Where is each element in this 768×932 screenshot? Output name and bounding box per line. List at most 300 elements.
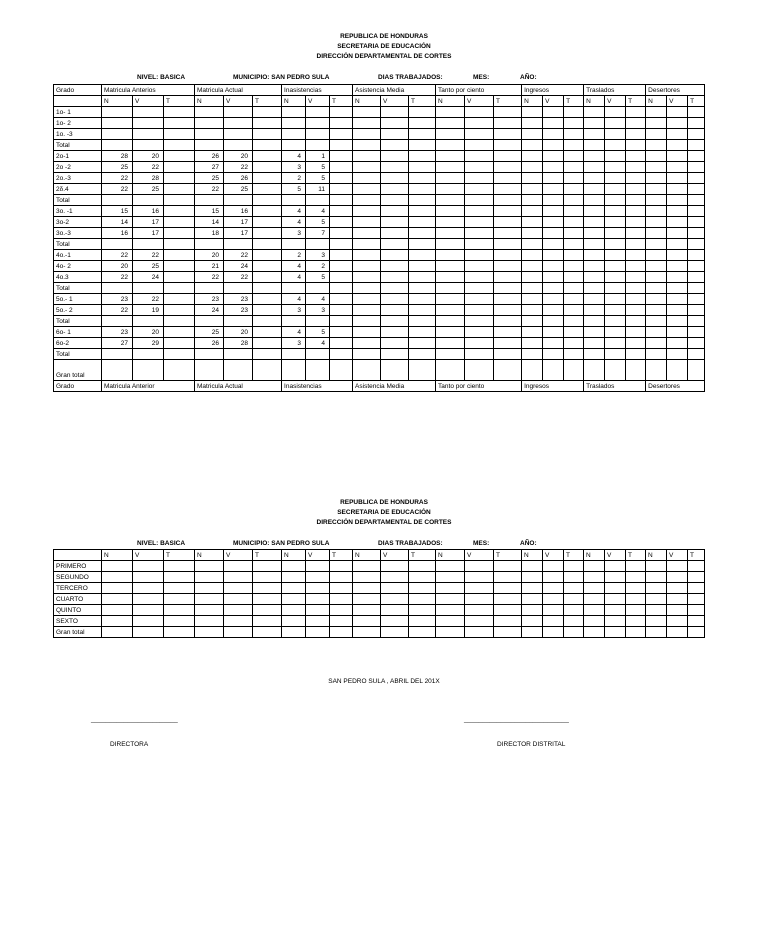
empty-cell <box>543 305 564 316</box>
value-cell <box>224 129 253 140</box>
empty-cell <box>605 338 626 349</box>
value-cell: 17 <box>224 217 253 228</box>
empty-cell <box>409 118 436 129</box>
empty-cell <box>465 239 494 250</box>
empty-cell <box>646 250 667 261</box>
grade-level-cell: PRIMERO <box>54 561 102 572</box>
empty-cell <box>626 195 646 206</box>
empty-cell <box>543 195 564 206</box>
empty-cell <box>688 616 705 627</box>
grade-cell: Total <box>54 239 102 250</box>
empty-cell <box>436 283 465 294</box>
value-cell <box>102 118 133 129</box>
value-cell <box>224 283 253 294</box>
empty-cell <box>465 272 494 283</box>
empty-cell <box>253 228 282 239</box>
empty-cell <box>282 572 306 583</box>
empty-cell <box>353 184 381 195</box>
empty-cell <box>626 316 646 327</box>
grade-header-blank <box>54 96 102 107</box>
empty-cell <box>164 129 195 140</box>
empty-cell <box>195 616 224 627</box>
empty-cell <box>667 283 688 294</box>
value-cell <box>224 239 253 250</box>
value-cell <box>282 349 306 360</box>
empty-cell <box>494 349 522 360</box>
place-date: SAN PEDRO SULA , ABRIL DEL 201X <box>328 678 440 685</box>
empty-cell <box>164 349 195 360</box>
grade-cell: 1o- 1 <box>54 107 102 118</box>
value-cell: 4 <box>282 261 306 272</box>
empty-cell <box>330 327 353 338</box>
value-cell: 4 <box>282 272 306 283</box>
empty-cell <box>646 305 667 316</box>
empty-cell <box>667 250 688 261</box>
value-cell: 17 <box>133 217 164 228</box>
empty-cell <box>195 605 224 616</box>
empty-cell <box>522 327 543 338</box>
empty-cell <box>522 360 543 381</box>
value-cell <box>195 107 224 118</box>
value-cell: 4 <box>306 294 330 305</box>
empty-cell <box>494 162 522 173</box>
grade-level-cell: TERCERO <box>54 583 102 594</box>
empty-cell <box>381 107 409 118</box>
empty-cell <box>605 151 626 162</box>
subcolumn-header: T <box>409 550 436 561</box>
summary-row <box>54 583 705 594</box>
empty-cell <box>253 616 282 627</box>
value-cell: 4 <box>282 327 306 338</box>
empty-cell <box>667 360 688 381</box>
empty-cell <box>409 151 436 162</box>
empty-cell <box>667 195 688 206</box>
empty-cell <box>494 338 522 349</box>
empty-cell <box>543 173 564 184</box>
empty-cell <box>688 360 705 381</box>
empty-cell <box>436 107 465 118</box>
table-row <box>54 338 705 349</box>
empty-cell <box>381 261 409 272</box>
summary-row <box>54 572 705 583</box>
value-cell <box>133 140 164 151</box>
empty-cell <box>494 239 522 250</box>
value-cell: 29 <box>133 338 164 349</box>
empty-cell <box>564 583 584 594</box>
table-subheader-row <box>54 96 705 107</box>
empty-cell <box>465 572 494 583</box>
value-cell <box>102 129 133 140</box>
empty-cell <box>584 217 605 228</box>
empty-cell <box>667 151 688 162</box>
value-cell: 3 <box>282 305 306 316</box>
empty-cell <box>543 594 564 605</box>
grade-level-cell: SEXTO <box>54 616 102 627</box>
column-group-header: Asistencia Media <box>353 381 436 392</box>
table-row <box>54 250 705 261</box>
empty-cell <box>688 349 705 360</box>
value-cell: 23 <box>224 294 253 305</box>
empty-cell <box>543 162 564 173</box>
empty-cell <box>353 195 381 206</box>
subcolumn-header: T <box>626 96 646 107</box>
empty-cell <box>381 627 409 638</box>
empty-cell <box>381 616 409 627</box>
empty-cell <box>494 107 522 118</box>
value-cell: 20 <box>133 151 164 162</box>
empty-cell <box>253 162 282 173</box>
empty-cell <box>605 107 626 118</box>
empty-cell <box>494 118 522 129</box>
empty-cell <box>253 349 282 360</box>
value-cell <box>133 107 164 118</box>
empty-cell <box>605 283 626 294</box>
empty-cell <box>436 195 465 206</box>
empty-cell <box>646 327 667 338</box>
value-cell <box>224 195 253 206</box>
value-cell: 22 <box>102 272 133 283</box>
empty-cell <box>667 206 688 217</box>
empty-cell <box>436 228 465 239</box>
table-row <box>54 272 705 283</box>
column-group-header: Ingresos <box>522 381 584 392</box>
empty-cell <box>353 239 381 250</box>
empty-cell <box>224 583 253 594</box>
empty-cell <box>436 261 465 272</box>
table-row <box>54 140 705 151</box>
column-group-header: Inasistencias <box>282 381 353 392</box>
value-cell: 16 <box>102 228 133 239</box>
empty-cell <box>381 162 409 173</box>
value-cell: 4 <box>306 338 330 349</box>
empty-cell <box>102 583 133 594</box>
empty-cell <box>330 195 353 206</box>
empty-cell <box>330 272 353 283</box>
grade-cell: 3o-2 <box>54 217 102 228</box>
empty-cell <box>381 360 409 381</box>
empty-cell <box>164 195 195 206</box>
value-cell <box>102 107 133 118</box>
grade-cell: 3o. -1 <box>54 206 102 217</box>
empty-cell <box>646 217 667 228</box>
empty-cell <box>626 129 646 140</box>
subcolumn-header: T <box>164 550 195 561</box>
empty-cell <box>688 107 705 118</box>
subcolumn-header: N <box>646 550 667 561</box>
subcolumn-header: V <box>543 96 564 107</box>
value-cell: 5 <box>282 184 306 195</box>
value-cell: 15 <box>102 206 133 217</box>
summary-row <box>54 561 705 572</box>
empty-cell <box>646 605 667 616</box>
empty-cell <box>688 338 705 349</box>
empty-cell <box>330 129 353 140</box>
empty-cell <box>646 616 667 627</box>
value-cell <box>306 195 330 206</box>
empty-cell <box>522 250 543 261</box>
empty-cell <box>465 283 494 294</box>
empty-cell <box>164 140 195 151</box>
value-cell <box>195 283 224 294</box>
empty-cell <box>353 583 381 594</box>
empty-cell <box>164 151 195 162</box>
empty-cell <box>605 583 626 594</box>
value-cell: 22 <box>133 162 164 173</box>
empty-cell <box>646 162 667 173</box>
empty-cell <box>522 349 543 360</box>
empty-cell <box>626 360 646 381</box>
grade-cell: 6o- 1 <box>54 327 102 338</box>
empty-cell <box>409 360 436 381</box>
empty-cell <box>330 140 353 151</box>
empty-cell <box>282 594 306 605</box>
empty-cell <box>353 572 381 583</box>
empty-cell <box>584 360 605 381</box>
empty-cell <box>626 616 646 627</box>
empty-cell <box>494 228 522 239</box>
empty-cell <box>253 272 282 283</box>
value-cell <box>102 239 133 250</box>
empty-cell <box>522 173 543 184</box>
empty-cell <box>133 572 164 583</box>
empty-cell <box>564 228 584 239</box>
empty-cell <box>494 206 522 217</box>
column-group-header: Inasistencias <box>282 85 353 96</box>
empty-cell <box>306 627 330 638</box>
subcolumn-header: V <box>381 550 409 561</box>
value-cell: 22 <box>224 250 253 261</box>
empty-cell <box>667 594 688 605</box>
table-row <box>54 173 705 184</box>
value-cell <box>282 107 306 118</box>
empty-cell <box>381 594 409 605</box>
empty-cell <box>667 173 688 184</box>
value-cell: 18 <box>195 228 224 239</box>
empty-cell <box>626 228 646 239</box>
subcolumn-header: V <box>465 96 494 107</box>
empty-cell <box>330 162 353 173</box>
empty-cell <box>564 107 584 118</box>
value-cell: 14 <box>195 217 224 228</box>
grade-cell: 1o- 2 <box>54 118 102 129</box>
value-cell <box>195 129 224 140</box>
value-cell <box>195 349 224 360</box>
empty-cell <box>605 272 626 283</box>
value-cell <box>282 140 306 151</box>
empty-cell <box>564 261 584 272</box>
empty-cell <box>306 583 330 594</box>
empty-cell <box>282 583 306 594</box>
grade-cell: 5o.- 2 <box>54 305 102 316</box>
empty-cell <box>522 283 543 294</box>
empty-cell <box>543 228 564 239</box>
empty-cell <box>494 305 522 316</box>
empty-cell <box>409 107 436 118</box>
table-row <box>54 195 705 206</box>
empty-cell <box>164 118 195 129</box>
empty-cell <box>543 261 564 272</box>
header-line-secretaria: SECRETARIA DE EDUCACIÓN <box>337 509 431 516</box>
empty-cell <box>522 239 543 250</box>
empty-cell <box>584 627 605 638</box>
empty-cell <box>465 118 494 129</box>
value-cell: 28 <box>102 151 133 162</box>
empty-cell <box>133 605 164 616</box>
subcolumn-header: V <box>224 550 253 561</box>
empty-cell <box>543 206 564 217</box>
table-row <box>54 206 705 217</box>
empty-cell <box>465 360 494 381</box>
empty-cell <box>224 572 253 583</box>
empty-cell <box>626 338 646 349</box>
value-cell: 22 <box>224 162 253 173</box>
subcolumn-header: V <box>381 96 409 107</box>
empty-cell <box>102 572 133 583</box>
empty-cell <box>584 338 605 349</box>
empty-cell <box>253 627 282 638</box>
summary-header-blank <box>54 550 102 561</box>
empty-cell <box>409 627 436 638</box>
subcolumn-header: V <box>306 96 330 107</box>
empty-cell <box>564 294 584 305</box>
nivel-label: NIVEL: BASICA <box>137 540 186 547</box>
empty-cell <box>465 107 494 118</box>
empty-cell <box>330 572 353 583</box>
value-cell <box>133 129 164 140</box>
value-cell: 2 <box>306 261 330 272</box>
subcolumn-header: V <box>465 550 494 561</box>
empty-cell <box>306 360 330 381</box>
empty-cell <box>353 327 381 338</box>
empty-cell <box>164 206 195 217</box>
grade-cell: Total <box>54 349 102 360</box>
empty-cell <box>253 107 282 118</box>
empty-cell <box>465 294 494 305</box>
empty-cell <box>330 239 353 250</box>
value-cell <box>282 316 306 327</box>
empty-cell <box>564 360 584 381</box>
value-cell <box>195 239 224 250</box>
empty-cell <box>353 594 381 605</box>
empty-cell <box>543 151 564 162</box>
value-cell: 4 <box>282 206 306 217</box>
empty-cell <box>522 140 543 151</box>
empty-cell <box>381 561 409 572</box>
empty-cell <box>667 616 688 627</box>
empty-cell <box>494 294 522 305</box>
value-cell: 22 <box>102 184 133 195</box>
empty-cell <box>195 561 224 572</box>
grade-cell: 3o.-3 <box>54 228 102 239</box>
grade-cell: 4o.-1 <box>54 250 102 261</box>
empty-cell <box>353 151 381 162</box>
empty-cell <box>605 561 626 572</box>
empty-cell <box>253 151 282 162</box>
value-cell: 7 <box>306 228 330 239</box>
value-cell: 26 <box>195 151 224 162</box>
value-cell: 22 <box>102 173 133 184</box>
empty-cell <box>465 561 494 572</box>
empty-cell <box>584 605 605 616</box>
value-cell: 22 <box>133 294 164 305</box>
empty-cell <box>646 316 667 327</box>
empty-cell <box>436 572 465 583</box>
value-cell: 24 <box>224 261 253 272</box>
empty-cell <box>626 272 646 283</box>
table-row <box>54 283 705 294</box>
empty-cell <box>584 162 605 173</box>
empty-cell <box>409 261 436 272</box>
summary-table <box>53 549 705 638</box>
summary-row <box>54 627 705 638</box>
empty-cell <box>330 173 353 184</box>
empty-cell <box>646 627 667 638</box>
table-subheader-row <box>54 550 705 561</box>
empty-cell <box>436 184 465 195</box>
empty-cell <box>465 316 494 327</box>
empty-cell <box>164 327 195 338</box>
empty-cell <box>253 129 282 140</box>
subcolumn-header: N <box>353 550 381 561</box>
empty-cell <box>465 206 494 217</box>
column-group-header: Tanto por ciento <box>436 85 522 96</box>
empty-cell <box>164 261 195 272</box>
empty-cell <box>646 561 667 572</box>
value-cell <box>195 140 224 151</box>
empty-cell <box>465 140 494 151</box>
value-cell: 14 <box>102 217 133 228</box>
column-group-header: Asistencia Media <box>353 85 436 96</box>
subcolumn-header: N <box>282 550 306 561</box>
empty-cell <box>667 272 688 283</box>
empty-cell <box>465 228 494 239</box>
empty-cell <box>195 594 224 605</box>
empty-cell <box>626 561 646 572</box>
empty-cell <box>353 272 381 283</box>
subcolumn-header: N <box>353 96 381 107</box>
empty-cell <box>646 572 667 583</box>
empty-cell <box>224 605 253 616</box>
empty-cell <box>409 173 436 184</box>
empty-cell <box>381 572 409 583</box>
subcolumn-header: T <box>253 550 282 561</box>
value-cell <box>306 107 330 118</box>
empty-cell <box>465 605 494 616</box>
empty-cell <box>605 118 626 129</box>
empty-cell <box>626 572 646 583</box>
value-cell: 5 <box>306 173 330 184</box>
empty-cell <box>409 206 436 217</box>
empty-cell <box>543 561 564 572</box>
empty-cell <box>330 583 353 594</box>
empty-cell <box>353 129 381 140</box>
value-cell: 11 <box>306 184 330 195</box>
empty-cell <box>667 228 688 239</box>
empty-cell <box>584 228 605 239</box>
subcolumn-header: V <box>667 96 688 107</box>
value-cell: 4 <box>306 206 330 217</box>
empty-cell <box>522 195 543 206</box>
empty-cell <box>164 294 195 305</box>
empty-cell <box>330 206 353 217</box>
empty-cell <box>164 162 195 173</box>
empty-cell <box>195 583 224 594</box>
value-cell: 3 <box>306 305 330 316</box>
table-row <box>54 239 705 250</box>
empty-cell <box>688 605 705 616</box>
summary-row <box>54 616 705 627</box>
header-line-direccion: DIRECCIÓN DEPARTAMENTAL DE CORTES <box>316 53 452 60</box>
